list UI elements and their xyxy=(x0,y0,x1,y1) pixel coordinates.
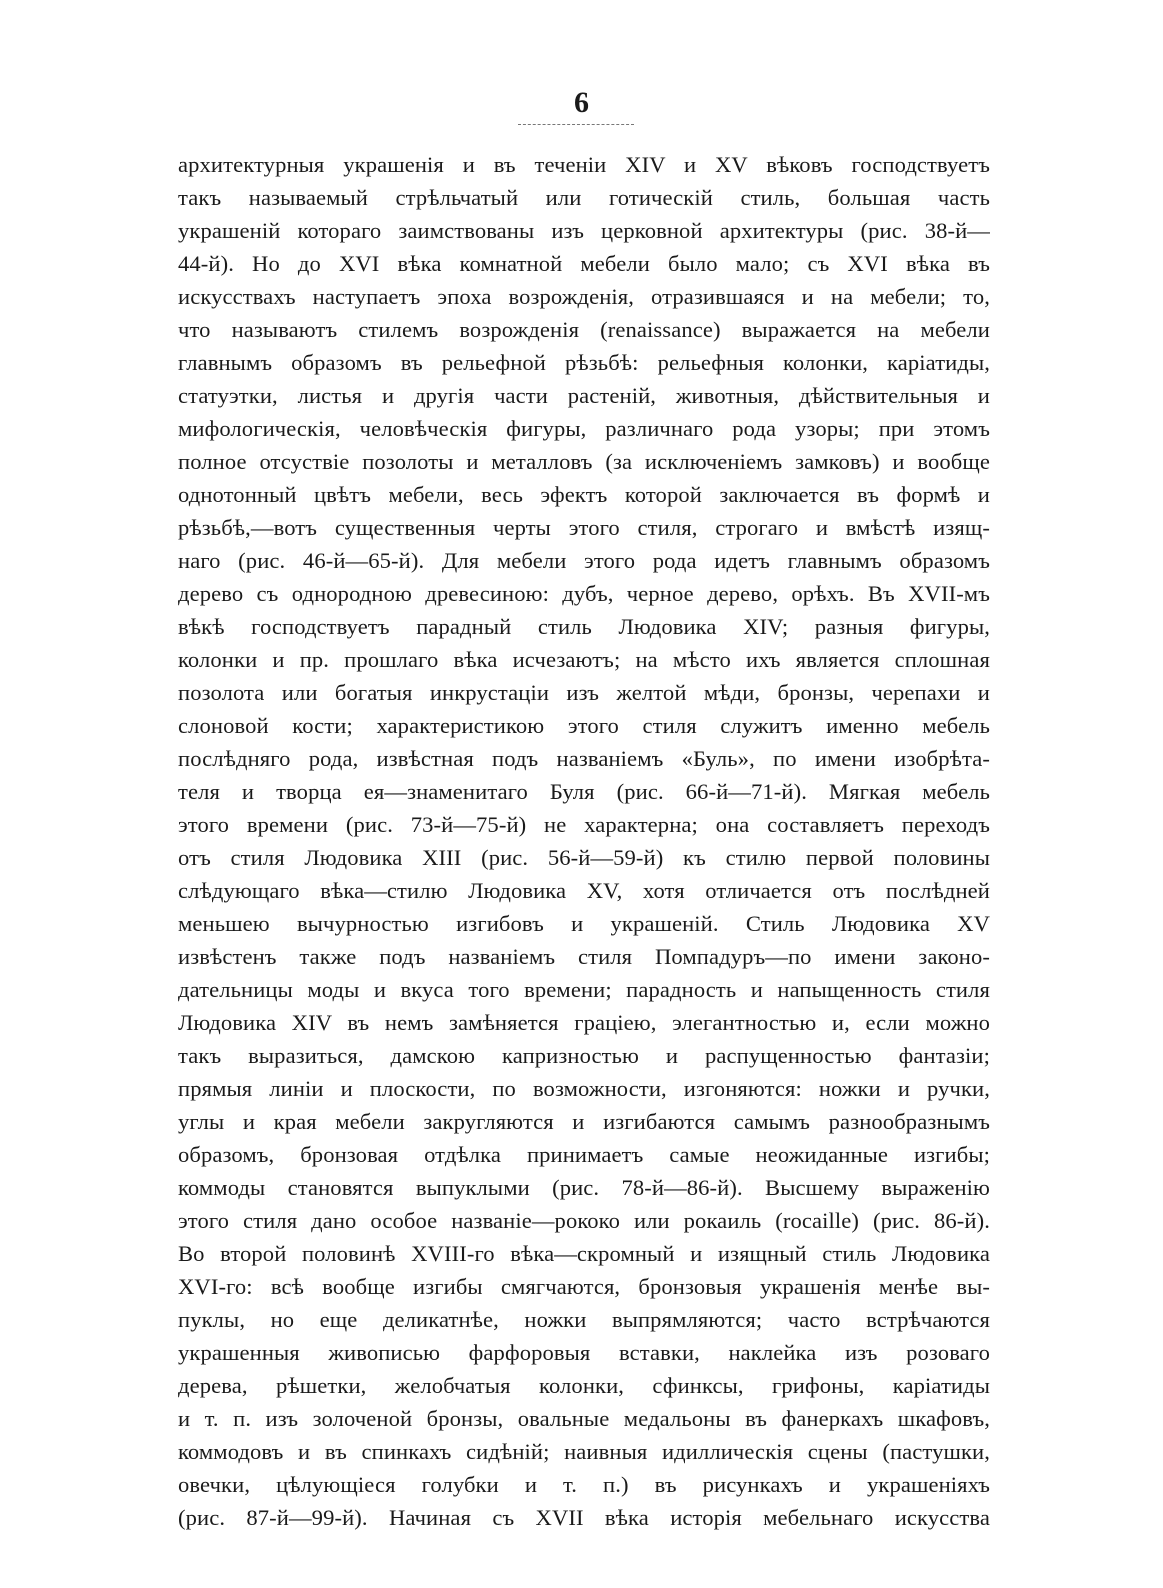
text-line: дерево съ однородною древесиною: дубъ, черное дерево, орѣхъ. Въ XVII-мъ xyxy=(178,581,990,606)
text-line: такъ выразиться, дамскою капризностью и распущенностью фантазіи; xyxy=(178,1043,990,1068)
text-line: Людовика XIV въ немъ замѣняется граціею, элегантностью и, если можно xyxy=(178,1010,990,1035)
text-line: теля и творца ея—знаменитаго Буля (рис. 66-й—71-й). Мягкая мебель xyxy=(178,779,990,804)
text-line: искусствахъ наступаетъ эпоха возрожденія, отразившаяся и на мебели; то, xyxy=(178,284,990,309)
text-line: слѣдующаго вѣка—стилю Людовика XV, хотя отличается отъ послѣдней xyxy=(178,878,990,903)
text-line: слоновой кости; характеристикою этого стиля служитъ именно мебель xyxy=(178,713,990,738)
text-line: рѣзьбѣ,—вотъ существенныя черты этого стиля, строгаго и вмѣстѣ изящ- xyxy=(178,515,990,540)
text-line: такъ называемый стрѣльчатый или готическій стиль, большая часть xyxy=(178,185,990,210)
text-line: углы и края мебели закругляются и изгибаются самымъ разнообразнымъ xyxy=(178,1109,990,1134)
text-line: овечки, цѣлующіеся голубки и т. п.) въ рисункахъ и украшеніяхъ xyxy=(178,1472,990,1497)
text-line: послѣдняго рода, извѣстная подъ названіемъ «Буль», по имени изобрѣта- xyxy=(178,746,990,771)
text-line: 44-й). Но до XVI вѣка комнатной мебели было мало; съ XVI вѣка въ xyxy=(178,251,990,276)
text-line: полное отсуствіе позолоты и металловъ (за исключеніемъ замковъ) и вообще xyxy=(178,449,990,474)
text-line: XVI-го: всѣ вообще изгибы смягчаются, бронзовыя украшенія менѣе вы- xyxy=(178,1274,990,1299)
header-rule xyxy=(518,124,634,125)
body-text xyxy=(178,148,990,1534)
text-line: колонки и пр. прошлаго вѣка исчезаютъ; на мѣсто ихъ является сплошная xyxy=(178,647,990,672)
text-line: этого времени (рис. 73-й—75-й) не характерна; она составляетъ переходъ xyxy=(178,812,990,837)
text-line: прямыя линіи и плоскости, по возможности, изгоняются: ножки и ручки, xyxy=(178,1076,990,1101)
text-line: отъ стиля Людовика XIII (рис. 56-й—59-й) къ стилю первой половины xyxy=(178,845,990,870)
text-line: извѣстенъ также подъ названіемъ стиля Помпадуръ—по имени законо- xyxy=(178,944,990,969)
text-line: дерева, рѣшетки, желобчатыя колонки, сфинксы, грифоны, каріатиды xyxy=(178,1373,990,1398)
text-line: дательницы моды и вкуса того времени; парадность и напыщенность стиля xyxy=(178,977,990,1002)
text-line: мифологическія, человѣческія фигуры, различнаго рода узоры; при этомъ xyxy=(178,416,990,441)
text-line: однотонный цвѣтъ мебели, весь эфектъ которой заключается въ формѣ и xyxy=(178,482,990,507)
text-line: (рис. 87-й—99-й). Начиная съ XVII вѣка исторія мебельнаго искусства xyxy=(178,1505,990,1530)
text-line: этого стиля дано особое названіе—рококо или рокаиль (rocaille) (рис. 86-й). xyxy=(178,1208,990,1233)
text-line: коммоды становятся выпуклыми (рис. 78-й—86-й). Высшему выраженію xyxy=(178,1175,990,1200)
text-line: пуклы, но еще деликатнѣе, ножки выпрямляются; часто встрѣчаются xyxy=(178,1307,990,1332)
text-line: и т. п. изъ золоченой бронзы, овальные медальоны въ фанеркахъ шкафовъ, xyxy=(178,1406,990,1431)
text-line: украшенныя живописью фарфоровыя вставки, наклейка изъ розоваго xyxy=(178,1340,990,1365)
text-line: меньшею вычурностью изгибовъ и украшеній. Стиль Людовика XV xyxy=(178,911,990,936)
text-line: статуэтки, листья и другія части растеній, животныя, дѣйствительныя и xyxy=(178,383,990,408)
text-line: коммодовъ и въ спинкахъ сидѣній; наивныя идиллическія сцены (пастушки, xyxy=(178,1439,990,1464)
text-line: Во второй половинѣ XVIII-го вѣка—скромный и изящный стиль Людовика xyxy=(178,1241,990,1266)
text-line: образомъ, бронзовая отдѣлка принимаетъ самые неожиданные изгибы; xyxy=(178,1142,990,1167)
text-line: вѣкѣ господствуетъ парадный стиль Людовика XIV; разныя фигуры, xyxy=(178,614,990,639)
text-line: главнымъ образомъ въ рельефной рѣзьбѣ: рельефныя колонки, каріатиды, xyxy=(178,350,990,375)
text-line: наго (рис. 46-й—65-й). Для мебели этого рода идетъ главнымъ образомъ xyxy=(178,548,990,573)
text-line: позолота или богатыя инкрустаціи изъ желтой мѣди, бронзы, черепахи и xyxy=(178,680,990,705)
page-number: 6 xyxy=(574,86,589,119)
text-line: украшеній котораго заимствованы изъ церковной архитектуры (рис. 38-й— xyxy=(178,218,990,243)
text-line: что называютъ стилемъ возрожденія (renaissance) выражается на мебели xyxy=(178,317,990,342)
text-line: архитектурныя украшенія и въ теченіи XIV и XV вѣковъ господствуетъ xyxy=(178,152,990,177)
